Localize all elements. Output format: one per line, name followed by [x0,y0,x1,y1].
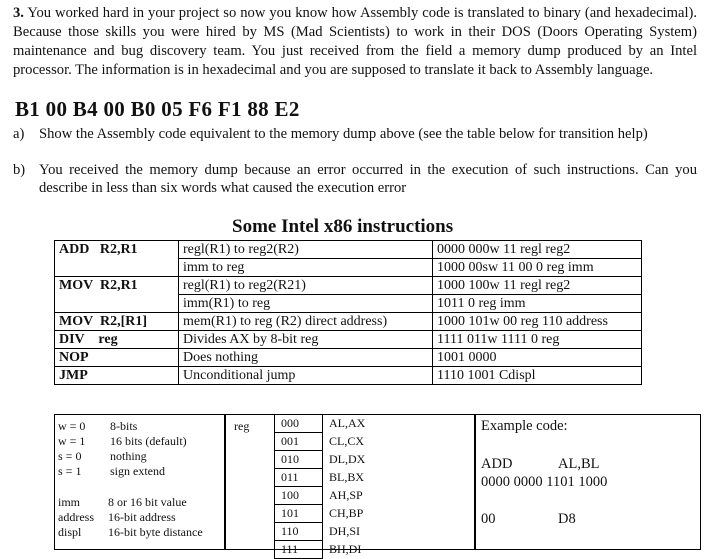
legend-row [58,449,187,464]
example-operands: AL,BL [558,456,600,472]
instruction-description: Divides AX by 8-bit reg [179,331,433,349]
instruction-description: mem(R1) to reg (R2) direct address) [179,313,433,331]
legend-key: s = 0 [58,449,82,463]
register-names: BL,BX [329,470,365,484]
legend-value: 8-bits [110,419,138,433]
instruction-description: Unconditional jump [179,367,433,385]
instruction-row [55,277,642,295]
register-row [275,505,406,523]
instruction-encoding: 1111 011w 1111 0 reg [433,331,642,349]
legend-row [58,464,187,479]
instruction-mnemonic: MOV R2,[R1] [55,313,179,331]
reg-header: reg [234,419,250,433]
instruction-row [55,313,642,331]
legend-key: s = 1 [58,464,82,478]
instruction-mnemonic: DIV reg [55,331,179,349]
legend-key: displ [58,525,82,539]
register-code: 010 [275,451,323,469]
register-names: CL,CX [329,434,365,448]
instruction-mnemonic: MOV R2,R1 [55,277,179,295]
instruction-encoding: 1110 1001 Cdispl [433,367,642,385]
instruction-mnemonic [55,259,179,277]
legend-row [58,434,187,449]
sub-question-b-label: b) [13,162,26,178]
register-names: CH,BP [329,506,364,520]
legend-value: nothing [110,449,147,463]
register-row [275,433,406,451]
instruction-row [55,259,642,277]
instructions-table [54,240,642,385]
sub-question-b-text: You received the memory dump because an error occurred in the execution of such instructions. Can you describe in less than six words what caused the execution error [39,162,697,196]
register-code: 100 [275,487,323,505]
instruction-description: imm(R1) to reg [179,295,433,313]
question-number: 3. [13,5,24,21]
instruction-mnemonic [55,295,179,313]
register-row [275,523,406,541]
legend-key: imm [58,495,81,509]
legend-row [58,510,203,525]
question-body: You worked hard in your project so now you know how Assembly code is translated to binary (and hexadecimal). Because those skills you were hired by MS (Mad Scientists) to work in their DOS (Doors Operating System) maintenance and bug discovery team. You just received from the field a memory dump produced by an Intel processor. The information is in hexadecimal and you are supposed to translate it back to Assembly language. [13,5,698,78]
register-code: 110 [275,523,323,541]
instruction-encoding: 1011 0 reg imm [433,295,642,313]
instruction-description: imm to reg [179,259,433,277]
register-row [275,415,406,433]
sub-question-a [13,125,697,143]
register-table [274,415,406,559]
register-code: 001 [275,433,323,451]
legend-flags [58,419,187,479]
instruction-encoding: 1000 100w 11 regl reg2 [433,277,642,295]
instruction-description: regl(R1) to reg2(R2) [179,241,433,259]
legend-value: 16-bit byte distance [108,525,203,539]
example-instr: ADD [481,456,513,472]
register-names: AH,SP [329,488,363,502]
register-code: 111 [275,541,323,559]
instruction-mnemonic: JMP [55,367,179,385]
legend-value: 8 or 16 bit value [108,495,187,509]
example-title: Example code: [481,418,568,434]
legend-key: w = 1 [58,434,86,448]
instruction-encoding: 1000 101w 00 reg 110 address [433,313,642,331]
register-names: DH,SI [329,524,361,538]
register-names: BH,DI [329,542,362,556]
instruction-row [55,349,642,367]
legend-row [58,419,187,434]
instruction-encoding: 0000 000w 11 regl reg2 [433,241,642,259]
legend-operands [58,495,203,540]
question-text [13,4,697,80]
register-code: 000 [275,415,323,433]
instruction-row [55,331,642,349]
legend-key: w = 0 [58,419,86,433]
sub-question-a-text: Show the Assembly code equivalent to the memory dump above (see the table below for transition help) [39,126,648,142]
register-code: 011 [275,469,323,487]
legend-value: 16-bit address [108,510,176,524]
legend-row [58,525,203,540]
legend-row [58,495,203,510]
instruction-description: regl(R1) to reg2(R21) [179,277,433,295]
instruction-row [55,295,642,313]
legend-value: 16 bits (default) [110,434,187,448]
legend-key: address [58,510,94,524]
memory-dump: B1 00 B4 00 B0 05 F6 F1 88 E2 [15,97,300,121]
register-code: 101 [275,505,323,523]
register-names: DL,DX [329,452,366,466]
register-row [275,451,406,469]
instruction-mnemonic: NOP [55,349,179,367]
example-hex-1: 00 [481,511,496,527]
example-hex-2: D8 [558,511,576,527]
instructions-title: Some Intel x86 instructions [232,216,454,237]
instruction-row [55,241,642,259]
instruction-encoding: 1000 00sw 11 00 0 reg imm [433,259,642,277]
instruction-row [55,367,642,385]
register-row [275,541,406,559]
instruction-encoding: 1001 0000 [433,349,642,367]
instruction-description: Does nothing [179,349,433,367]
register-row [275,487,406,505]
example-binary: 0000 0000 1101 1000 [481,474,608,490]
register-row [275,469,406,487]
sub-question-b [13,161,697,197]
instruction-mnemonic: ADD R2,R1 [55,241,179,259]
sub-question-a-label: a) [13,126,25,142]
legend-value: sign extend [110,464,165,478]
register-names: AL,AX [329,416,366,431]
